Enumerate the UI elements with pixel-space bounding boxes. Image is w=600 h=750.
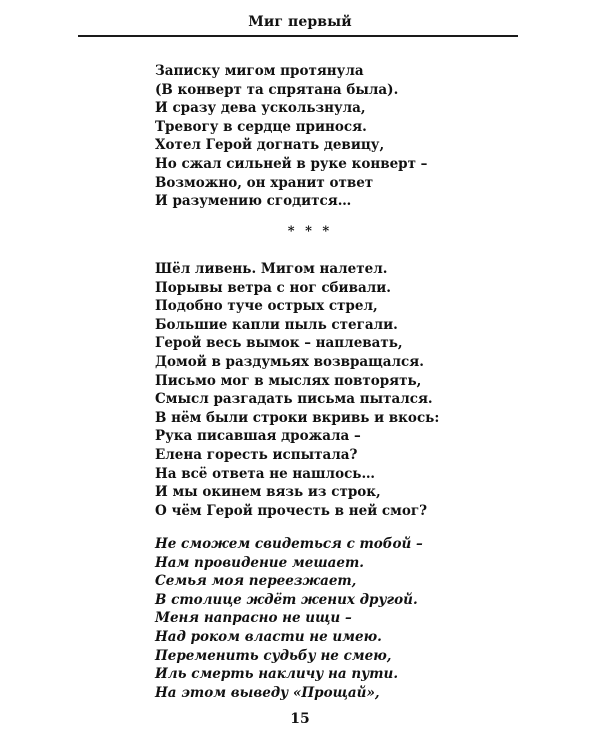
verse-line: На всё ответа не нашлось…	[155, 465, 375, 482]
stanza-2	[155, 260, 495, 520]
verse-line: Смысл разгадать письма пытался.	[155, 391, 433, 408]
verse-line: На этом выведу «Прощай»,	[155, 684, 380, 701]
page-number: 15	[290, 711, 310, 727]
verse-line: Подобно туче острых стрел,	[155, 298, 378, 315]
verse-line: В столице ждёт жених другой.	[155, 591, 418, 608]
verse-line: В нём были строки вкривь и вкось:	[155, 409, 440, 426]
verse-line: Домой в раздумьях возвращался.	[155, 353, 424, 370]
verse-line: И мы окинем вязь из строк,	[155, 484, 381, 501]
section-separator: * * *	[287, 224, 333, 239]
verse-line: Письмо мог в мыслях повторять,	[155, 372, 422, 389]
verse-line: Семья моя переезжает,	[155, 573, 357, 590]
verse-line: Герой весь вымок – наплевать,	[155, 335, 403, 352]
verse-line: Меня напрасно не ищи –	[155, 610, 352, 627]
header-rule	[78, 35, 518, 37]
verse-line: Рука писавшая дрожала –	[155, 428, 361, 445]
verse-line: И сразу дева ускользнула,	[155, 100, 366, 117]
verse-line: Не сможем свидеться с тобой –	[155, 536, 423, 552]
stanza-3-letter	[155, 535, 495, 702]
verse-line: Порывы ветра с ног сбивали.	[155, 279, 391, 296]
stanza-1	[155, 62, 495, 211]
chapter-title: Миг первый	[248, 14, 352, 30]
verse-line: Нам провидение мешает.	[155, 554, 364, 571]
verse-line: Записку мигом протянула	[155, 63, 364, 79]
verse-line: Шёл ливень. Мигом налетел.	[155, 261, 388, 277]
verse-line: Иль смерть накличу на пути.	[155, 666, 399, 683]
verse-line: И разумению сгодится…	[155, 193, 352, 210]
verse-line: Возможно, он хранит ответ	[155, 174, 374, 191]
verse-line: (В конверт та спрятана была).	[155, 81, 399, 98]
verse-line: Переменить судьбу не смею,	[155, 647, 392, 664]
verse-line: Над роком власти не имею.	[155, 628, 382, 645]
verse-line: Большие капли пыль стегали.	[155, 316, 398, 333]
verse-line: Елена горесть испытала?	[155, 446, 358, 463]
verse-line: Но сжал сильней в руке конверт –	[155, 155, 428, 172]
verse-line: О чём Герой прочесть в ней смог?	[155, 502, 428, 519]
verse-line: Хотел Герой догнать девицу,	[155, 137, 385, 154]
verse-line: Тревогу в сердце принося.	[155, 118, 367, 135]
